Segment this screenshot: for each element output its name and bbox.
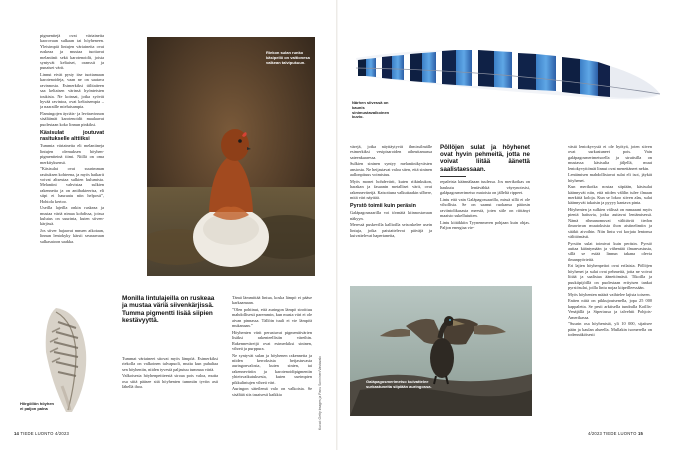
left-col3-paragraph: Tummat väriaineet sitovat myös lämpöä. Esimerkiksi riekolla on valkoinen talvapuoli, mutta kun puhaltaa sen höyheniin, niiden tyvestä paljastuu tummaa väriä. [122, 356, 218, 372]
right-col3-paragraph: Myös höyhenten määrä vaihtelee lajista toiseen. [568, 291, 651, 297]
right-folio [588, 431, 643, 436]
right-column-2 [440, 144, 530, 280]
right-col3-paragraph: Eri lajien höyhenpeitot ovat erilaisia. Pöllöjen höyhenet ja sulat ovat pehmeitä, jotta ne voivat liitää ja saalistaa äänettömästi. Tikoilla ja puukiipijöillä on puolestaan erityisen tankat pyrstösulat, joilla lintu nojaa kiipeilleessään. [568, 263, 652, 291]
right-col1-paragraph: Meressä puskevilla kallioilla seisoskelee usein lintuja, jotka paistattelevat päiväjä ja kuivattelevat hapertaneita, [350, 222, 432, 239]
left-col3-paragraph: Valkoisesta höyhenpeitteestä siroaa pois valoa, mutta osa siitä pääsee sitä höyhenten tummiin tyviin asti lähellä ihoa. [122, 373, 218, 390]
left-col4-paragraph: Tämä lämmittää lintua, koska lämpö ei pääse karkaamaan. [232, 295, 312, 306]
left-heading: Monilla lintulajeilla on ruskeaa ja mustaa väriä siivenkärjissä. Tumma pigmentti lisää siipien kestävyyttä. [122, 295, 215, 325]
jay-caption: Närhen siivessä on kaunis sinimustavalkoinen kuvio. [352, 100, 390, 120]
left-col1-paragraph: Jos siiver hajaavat mnuen aikotaan, linnun lentokyky kärsii seuraavaan sulkasatoon saakka. [40, 227, 104, 244]
photo-credit: Kuvat: Getty Images ja Panu Sonninen/Vastavalo [318, 355, 322, 430]
right-col3-paragraph: Kun merikotka nostaa siipiään, käsisulat käännyvät niin, että niiden välilin tulee ilmaan merkittä koloja. Kun se lokoo siiven alas, sulat käännyvät takaisin ja pyyyy kantava pinta. [568, 184, 652, 206]
left-folio-title: TIEDE LUONTO 4/2023 [20, 431, 69, 436]
left-col1-paragraph: Linnut eivät pysty itse tuottamaan karotenoideja, vaan ne on saatava ravinnosta. Esimerkiksi tiilitaiteen saa keltaisen värinsä hyönteisten toukista. Ne koinsat, jotka syövät hyvää ravintoa, ovat keltaisempia – ja naaraille mieluisampia. [40, 72, 104, 110]
left-page-number: 14 [14, 431, 20, 436]
left-col1-paragraph: Flamingojen äyriäis- ja leväravinnon sisältämät karotenoidit maalaavat puolestaan koko linnun pinkiksi. [40, 111, 104, 127]
willow-grouse-image [147, 37, 315, 276]
right-col2-paragraph: Lintu että vain Galápagossaarilla, missä sillä ei ole vihollisia. Se on saanut ruokansa pääosin raviintolikasasta meestä, joten siile on riittänyt maaisto sukelluiutten. [440, 196, 530, 219]
right-folio-title: 4/2023 TIEDE LUONTO [588, 431, 637, 436]
left-col4-paragraph: ”Olen pohtinut, että auringon lämpö stroittuu mahdollisesti paremmin, kun musta väri ei ole aivan pinnassa. Tällöin tuuli ei vie lämpöä mukanaan.” [232, 307, 312, 329]
right-col1-paragraph: Sulkien sininen syntyy melaniinikyvästen ansiosta. Ne heijastavat valoa siten, että sininen aallonpituus voimistuu. [350, 161, 432, 178]
left-col4-paragraph: Ne syntyvät sulan ja höyhenen rakennetta ja niiden kerroksista heijastuvasta auringonvalosta, kuten sinien, tai rakenneväriin ja karotenoidipigmentin yhteisvaikutuksesta, kuten useimpien pikkulintujen vihreä väri. [232, 352, 312, 385]
right-column-3 [568, 144, 652, 428]
left-column-4 [232, 295, 312, 427]
right-col2-paragraph: repaleisia käännälaaan tuulessa. Jos merikotkas on haukutu lentävähkä väyrynotrsisi, galápagosmerimetso matoista on jälleltä rippeet. [440, 179, 530, 196]
right-col2-paragraph: Lintu kiitäkkiin Tyynenmeren pohjaan kuin ohjas. Paljon energiaa vie- [440, 219, 530, 231]
right-col3-paragraph: västä lentokyvystä ei ole hyötyä, joten siiven ovat surkastuneet pois. Vain galápagosmerimetsoella ja struttsilla on mustassa käsisulia jäljellä, muut lentokyvyttömät linnut ovat menettäneet nekin. [568, 144, 652, 171]
right-col1-paragraph: värejä, jotka näyttäytyvät ihmissilmälle esimerkiksi vesipisaroiden aiheuttamassa sateenkaaressa. [350, 144, 432, 160]
right-col1-paragraph: Galápagosnaarilla voi törmätä kiinnostavaan näkyyn. [350, 210, 432, 221]
cormorant-photo [350, 286, 532, 416]
left-col4-paragraph: Auringon säteilemä valo on valkoista. Se sisältää siis tasaisesti kaikkia [232, 386, 312, 397]
right-col3-paragraph: ”Suurin osa höyhenistä, yli 10 000, sijaitsee pään ja kaulan alueella. Mullakin isomerella on todennäköisesti [568, 321, 652, 337]
right-col3-paragraph: Höyhenten ja sulkien välissä on mmaaant myös pieniä haituvia, jotka auttavat lentämisessä. Nämä rihmanomuvat välittävät tiedon ilmavirran muutoksista ihon aistinelimiin ja sitäkit aivoihin. Niin lintu voi korjata lentonsa välittömästi. [568, 207, 652, 240]
left-col1-paragraph: Tummia väriaineita eli melaniineja lintujen olemuksen höyhen-pigmentteinä tiimi. Niillä on oma merkityksensä. [40, 143, 104, 165]
left-col4-paragraph: Höyhenten värit perustuvat pigmenttivärien lisäksi rakenteellisiin väreihin. Rakenneväreijä ovat esimerkiksi sininen, vihreä ja purppura. [232, 329, 312, 352]
left-col1-paragraph: Useilla lajeilla onkin ruskeaa ja mustaa väriä nimaa kohdissa, joissa kulutus on suurinta, kuten siiven-kärjissä. [40, 205, 104, 227]
right-col3-paragraph: Pyrstön sulat toimivat kuin peräsin. Pyrstö auttaa kääntymään ja vähentää ilmanvastusta, sillä se estää linnun takana olevia ilmanpyörteitä. [568, 240, 652, 262]
left-folio [14, 431, 69, 436]
right-page-number: 15 [637, 431, 644, 436]
right-col3-paragraph: Eniten niitä on pikkujoutsenella, jopa 25 000 kappaletta. Se pesii arktisella tundralla Koillis-Venäjällä ja Siperiassa ja talvehtii Pohjois-Amerikassa. [568, 298, 652, 320]
page-gutter [336, 0, 338, 450]
left-col1-paragraph: ”Käsisulat ovat suurimman rasituksen kohteena, ja myös haikarit voivat altseutaa sulkien kulumista. Melaniini vahvistaa sulkien rakennetta ja on antibakteerisa, eli siipi ei hauraatu niin helposti”, Hohtola kertoo. [40, 166, 104, 204]
jay-feather-image [348, 28, 664, 138]
heading-rule [440, 176, 466, 177]
willow-grouse-photo [147, 37, 315, 276]
jay-feather-photo [348, 28, 664, 138]
cormorant-image [350, 286, 532, 416]
left-col1-paragraph: pigmenttejä ovat väriaineita kaorovaan sulkaan tai höyheneen. Yleisimpiä lintujen väriaineita ovat ruskeaa ja mustaa tuottavat melaniinit sekä karotenoidit, joista syntyvät keltaiset, oranssit ja punaiset värit. [40, 33, 104, 71]
left-column-3 [122, 356, 218, 428]
right-col2-heading: Pöllöjen sulat ja höyhenet ovat hyvin pehmeitä, jotta ne voivat liitää äänettä saalistaessaan. [440, 144, 530, 173]
grouse-caption: Riekon sulan runko käsipeilö on valtionesa valkean talvipukuun. [266, 50, 310, 65]
cormorant-caption: Galápagosmerimetso kuivattelee surkastuneita siipiään auringossa. [366, 379, 432, 389]
right-column-1 [350, 144, 432, 280]
right-col3-paragraph: Lentämisen mahdollistavat sulat eli isot, jäykät höyhenet. [568, 172, 652, 183]
right-col1-subheading: Pyrstö toimii kuin peräsin [350, 203, 416, 210]
feather-caption: Hiirgöllön höyhen ei paljon palna [20, 401, 54, 411]
left-col1-subheading: Käsisulat joutuvat rasitukselle alttiiksi [40, 130, 104, 143]
right-col1-paragraph: Myös monet hohdevärit, kuten riikinkukon, harakan ja fasaanin metalliset värit, ovat rakenneväreijä. Katsottuna valkuttaakin silbere, mitä väri näyttää. [350, 178, 432, 201]
left-column-1 [40, 33, 104, 289]
